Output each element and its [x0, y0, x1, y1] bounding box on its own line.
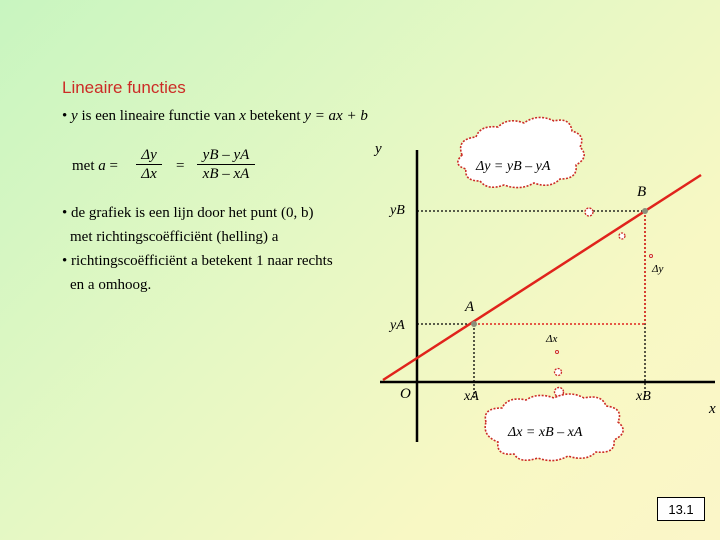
- point-b-marker: [642, 208, 648, 214]
- bullet-slope-line2: en a omhoog.: [70, 277, 152, 293]
- callout-delta-x-text: Δx = xB – xA: [508, 425, 583, 440]
- y-axis-label: y: [375, 141, 382, 157]
- callout-bubble-2: [619, 233, 625, 239]
- function-line: [383, 175, 701, 380]
- fraction-points-denominator: xB – xA: [202, 166, 250, 182]
- callout-delta-y-text: Δy = yB – yA: [476, 159, 551, 174]
- met-text: met: [72, 158, 99, 174]
- guide-lines: [417, 211, 645, 400]
- tick-ya-label: yA: [390, 318, 405, 333]
- met-var-a: a: [98, 158, 106, 174]
- callout-bubble-3: [650, 255, 653, 258]
- slide-title: Lineaire functies: [62, 78, 186, 97]
- fraction-delta-numerator: Δy: [136, 146, 162, 165]
- tick-yb-label: yB: [390, 203, 405, 218]
- linear-formula: y = ax + b: [304, 108, 368, 124]
- fraction-points-numerator: yB – yA: [197, 146, 255, 165]
- fraction-delta-denominator: Δx: [141, 166, 157, 182]
- bullet-mark: •: [62, 108, 68, 124]
- var-x: x: [239, 108, 246, 124]
- delta-x-label: Δx: [546, 333, 558, 345]
- point-a-marker: [471, 321, 477, 327]
- callout-bubble-1: [585, 208, 593, 216]
- delta-y-label: Δy: [652, 263, 664, 275]
- x-axis-label: x: [709, 401, 716, 417]
- bullet-slope-line1: • richtingscoëfficiënt a betekent 1 naar rechts: [62, 253, 333, 269]
- origin-label: O: [400, 386, 411, 402]
- callout-bubble-5: [555, 369, 562, 376]
- tick-xb-label: xB: [636, 389, 651, 404]
- point-a-label: A: [465, 299, 475, 315]
- callout-bubble-4: [556, 351, 559, 354]
- page-number: 13.1: [657, 497, 705, 521]
- callout-delta-y: [458, 117, 653, 257]
- bullet-graph-line2: met richtingscoëfficiënt (helling) a: [70, 229, 279, 245]
- point-b-label: B: [637, 184, 647, 200]
- tick-xa-label: xA: [464, 389, 479, 404]
- met-equals: =: [105, 158, 118, 174]
- betekent-text: betekent: [245, 108, 305, 124]
- var-y: y: [71, 108, 78, 124]
- callout-delta-y-cloud: [458, 117, 584, 187]
- definition-text: is een lineaire functie van: [77, 108, 240, 124]
- equals-sign: =: [176, 158, 185, 174]
- bullet-graph-line1: • de grafiek is een lijn door het punt (0, b): [62, 205, 314, 221]
- callout-delta-x: [485, 351, 623, 461]
